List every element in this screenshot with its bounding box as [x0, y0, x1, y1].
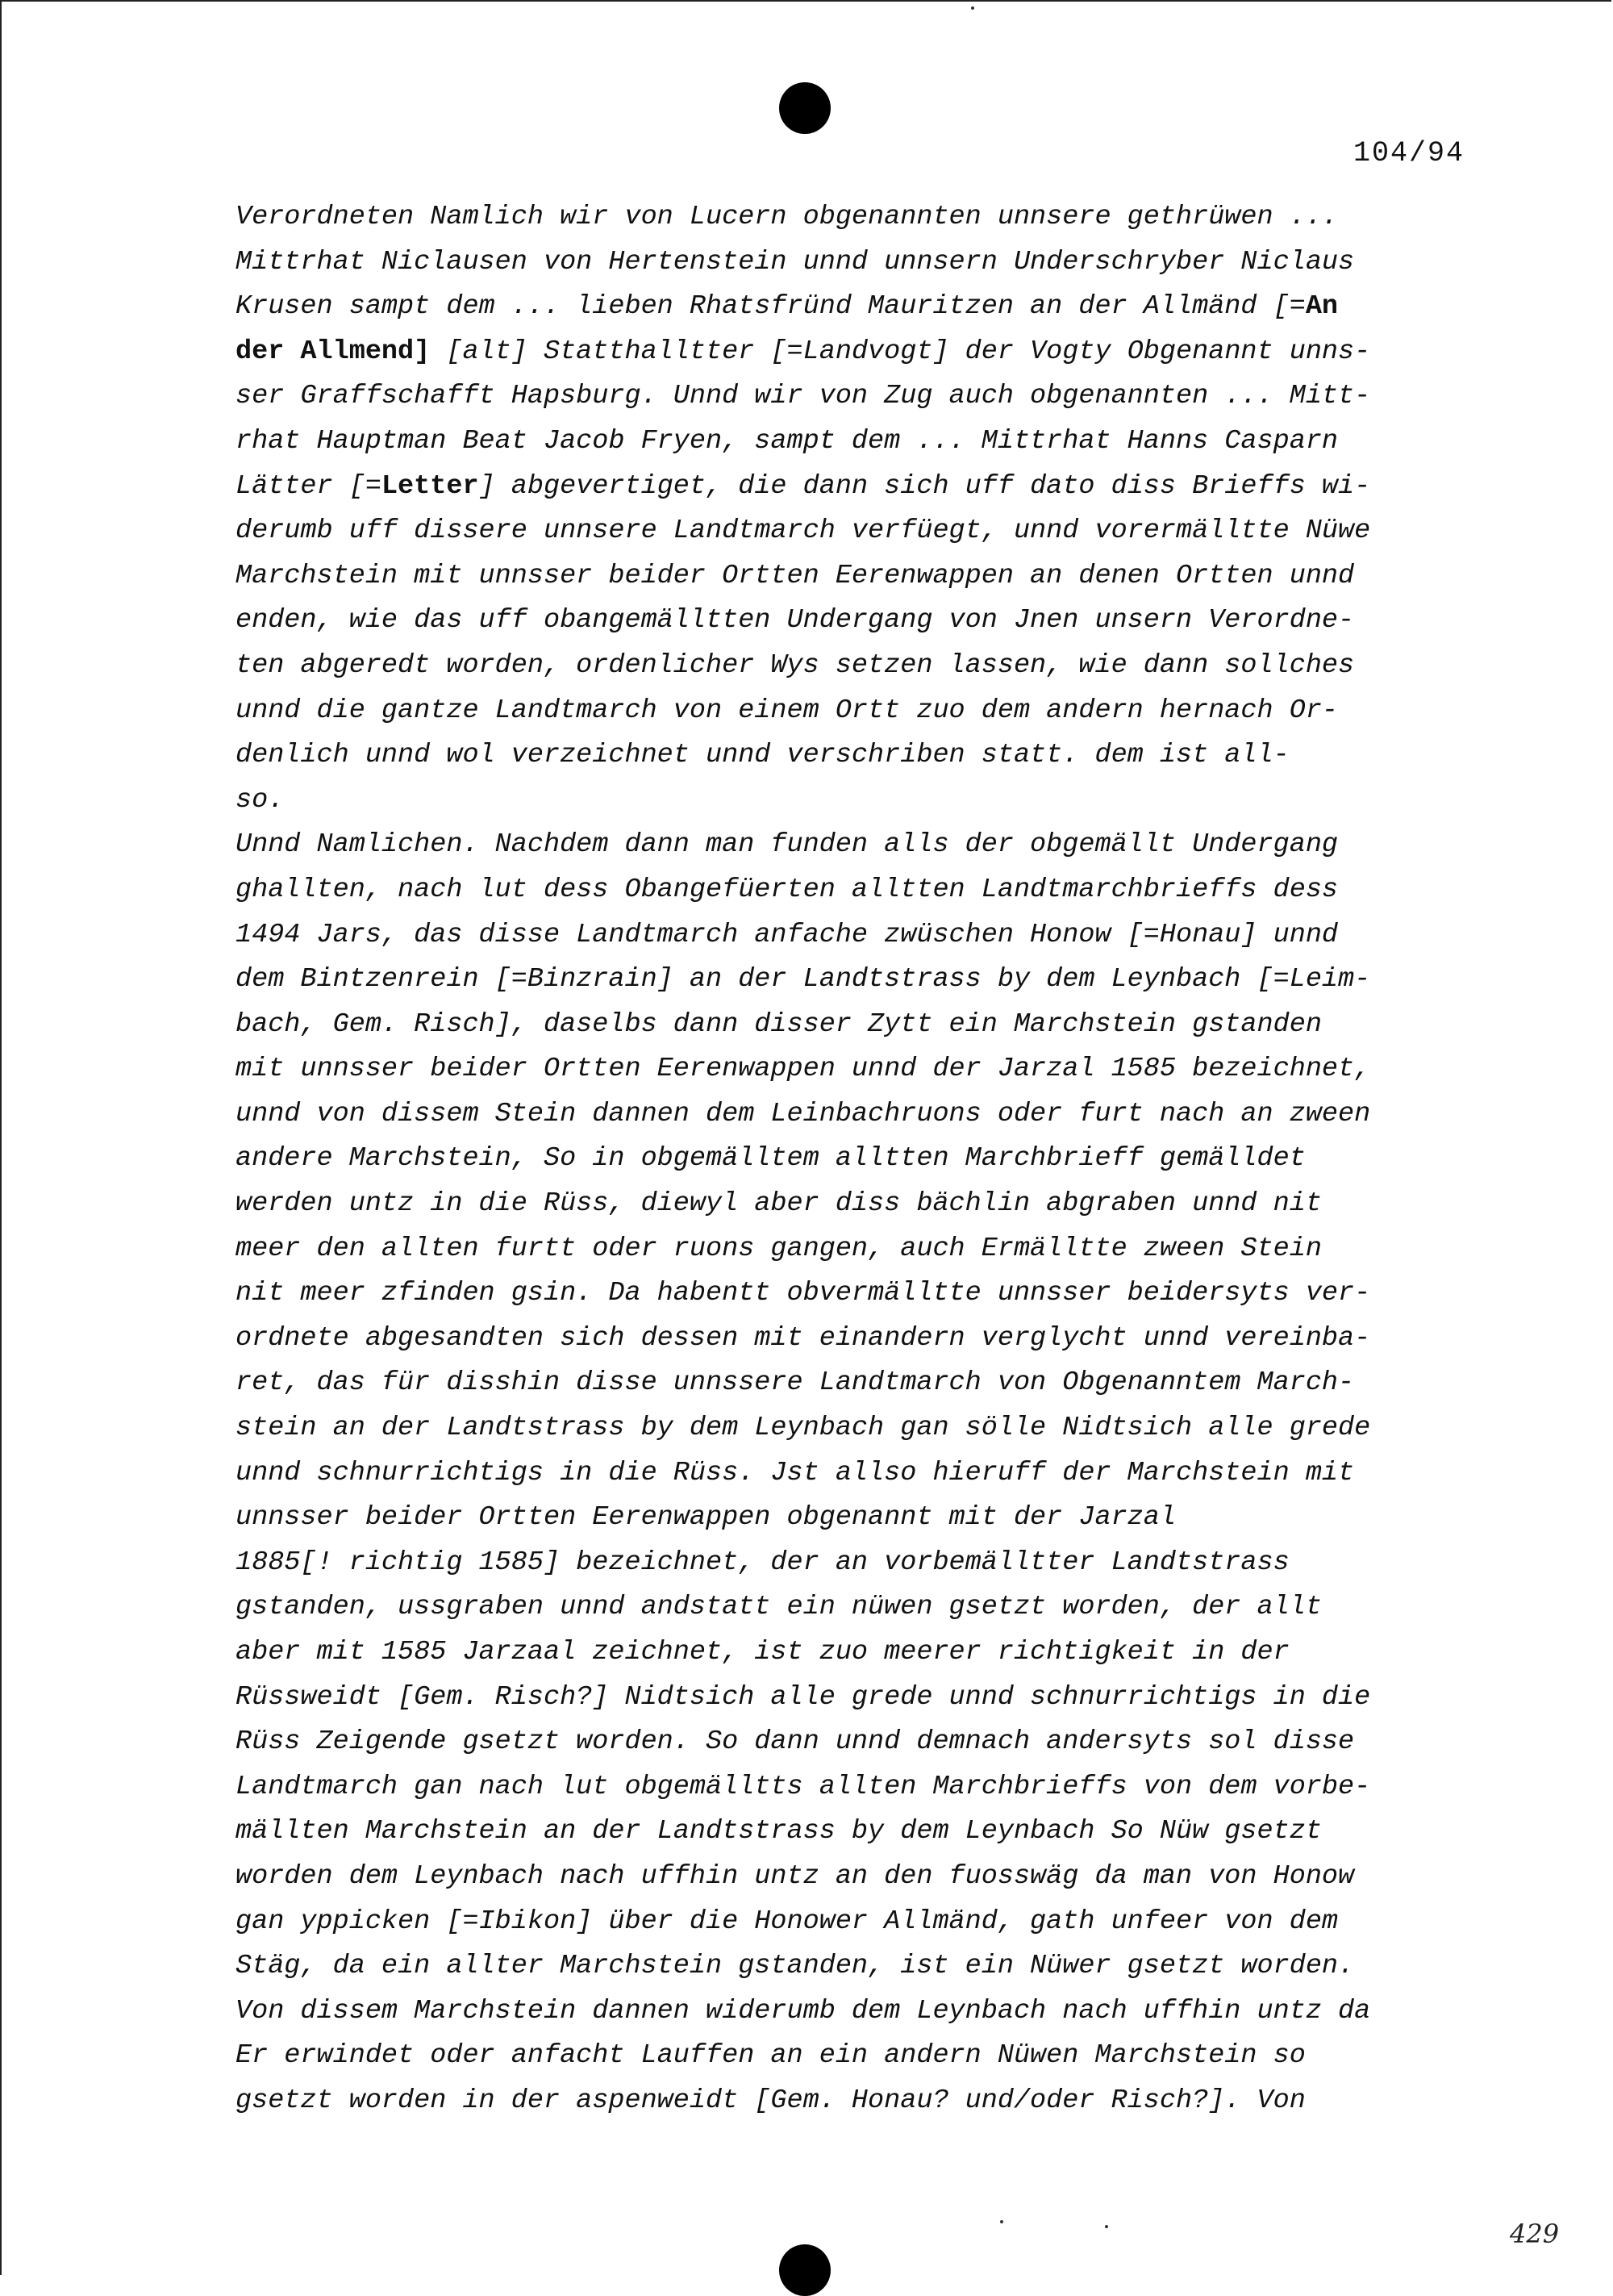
- text-line: 1494 Jars, das disse Landtmarch anfache zwüschen Honow [=Honau] unnd: [235, 919, 1339, 950]
- text-line: [235, 330, 1478, 375]
- text-line: Unnd Namlichen. Nachdem dann man funden alls der obgemällt Undergang: [235, 829, 1339, 861]
- text-line: meer den allten furtt oder ruons gangen, auch Ermälltte zween Stein: [235, 1233, 1322, 1264]
- text-line: worden dem Leynbach nach uffhin untz an den fuosswäg da man von Honow: [235, 1860, 1355, 1892]
- text-line: enden, wie das uff obangemälltten Undergang von Jnen unsern Verordne-: [235, 605, 1355, 637]
- scan-speck: [1105, 2225, 1108, 2228]
- bold-term: Letter: [381, 470, 479, 502]
- punch-hole-top: [779, 82, 831, 134]
- text-segment: ] abgevertiget, die dann sich uff dato diss Brieffs wi-: [478, 470, 1371, 502]
- text-line: [235, 285, 1478, 330]
- punch-hole-bottom: [779, 2244, 831, 2296]
- text-line: denlich unnd wol verzeichnet unnd verschriben statt. dem ist all-: [235, 740, 1290, 771]
- text-line: aber mit 1585 Jarzaal zeichnet, ist zuo meerer richtigkeit in der: [235, 1637, 1290, 1668]
- archive-folio-mark: 429: [1510, 2219, 1560, 2249]
- text-line: bach, Gem. Risch], daselbs dann disser Zytt ein Marchstein gstanden: [235, 1008, 1322, 1040]
- text-line: Stäg, da ein allter Marchstein gstanden, ist ein Nüwer gsetzt worden.: [235, 1951, 1355, 1982]
- text-line: mit unnsser beider Ortten Eerenwappen unnd der Jarzal 1585 bezeichnet,: [235, 1054, 1371, 1085]
- bold-term: der Allmend]: [235, 336, 431, 367]
- bold-term: An: [1305, 291, 1339, 323]
- text-line: Von dissem Marchstein dannen widerumb dem Leynbach nach uffhin untz da: [235, 1995, 1371, 2027]
- text-line: dem Bintzenrein [=Binzrain] an der Landtstrass by dem Leynbach [=Leim-: [235, 964, 1371, 996]
- scan-speck: [971, 6, 974, 10]
- text-line: unnd schnurrichtigs in die Rüss. Jst allso hieruff der Marchstein mit: [235, 1457, 1355, 1488]
- text-line: gstanden, ussgraben unnd andstatt ein nüwen gsetzt worden, der allt: [235, 1592, 1322, 1623]
- text-line: ghallten, nach lut dess Obangefüerten alltten Landtmarchbrieffs dess: [235, 874, 1339, 905]
- text-line: nit meer zfinden gsin. Da habentt obvermälltte unnsser beidersyts ver-: [235, 1278, 1371, 1309]
- page-number: 104/94: [1353, 137, 1465, 169]
- text-line: ret, das für disshin disse unnssere Landtmarch von Obgenanntem March-: [235, 1367, 1355, 1399]
- text-line: ordnete abgesandten sich dessen mit einandern verglycht unnd vereinba-: [235, 1322, 1371, 1354]
- text-line: stein an der Landtstrass by dem Leynbach gan sölle Nidtsich alle grede: [235, 1413, 1371, 1444]
- text-line: Rüssweidt [Gem. Risch?] Nidtsich alle grede unnd schnurrichtigs in die: [235, 1681, 1371, 1713]
- text-line: Er erwindet oder anfacht Lauffen an ein andern Nüwen Marchstein so: [235, 2040, 1306, 2072]
- text-line: Mittrhat Niclausen von Hertenstein unnd unnsern Underschryber Niclaus: [235, 246, 1355, 278]
- text-segment: Krusen sampt dem ... lieben Rhatsfründ Mauritzen an der Allmänd [=: [235, 291, 1306, 323]
- text-line: werden untz in die Rüss, diewyl aber diss bächlin abgraben unnd nit: [235, 1188, 1322, 1220]
- text-line: ser Graffschafft Hapsburg. Unnd wir von Zug auch obgenannten ... Mitt-: [235, 381, 1371, 412]
- text-line: Verordneten Namlich wir von Lucern obgenannten unnsere gethrüwen ...: [235, 202, 1339, 232]
- document-body: [235, 195, 1478, 2169]
- text-line: [235, 2124, 1478, 2169]
- text-line: derumb uff dissere unnsere Landtmarch verfüegt, unnd vorermälltte Nüwe: [235, 516, 1371, 547]
- text-line: so.: [235, 784, 285, 816]
- text-line: unnsser beider Ortten Eerenwappen obgenannt mit der Jarzal: [235, 1502, 1176, 1534]
- text-line: unnd von dissem Stein dannen dem Leinbachruons oder furt nach an zween: [235, 1098, 1371, 1129]
- text-segment: [alt] Statthalltter [=Landvogt] der Vogty Obgenannt unns-: [446, 336, 1371, 367]
- text-line: ten abgeredt worden, ordenlicher Wys setzen lassen, wie dann sollches: [235, 649, 1355, 681]
- text-line: [235, 465, 1478, 510]
- text-line: Marchstein mit unnsser beider Ortten Eerenwappen an denen Ortten unnd: [235, 560, 1355, 591]
- text-line: Landtmarch gan nach lut obgemälltts allten Marchbrieffs von dem vorbe-: [235, 1771, 1371, 1802]
- text-line: Rüss Zeigende gsetzt worden. So dann unnd demnach andersyts sol disse: [235, 1726, 1355, 1758]
- text-line: 1885[! richtig 1585] bezeichnet, der an vorbemälltter Landtstrass: [235, 1547, 1290, 1578]
- text-segment: Lätter [=: [235, 470, 381, 502]
- text-line: andere Marchstein, So in obgemälltem alltten Marchbrieff gemälldet: [235, 1143, 1306, 1175]
- text-line: gsetzt worden in der aspenweidt [Gem. Honau? und/oder Risch?]. Von: [235, 2085, 1306, 2116]
- text-line: rhat Hauptman Beat Jacob Fryen, sampt dem ... Mittrhat Hanns Casparn: [235, 425, 1339, 457]
- scan-speck: [1000, 2220, 1003, 2223]
- text-line: unnd die gantze Landtmarch von einem Ortt zuo dem andern hernach Or-: [235, 695, 1339, 726]
- text-line: mällten Marchstein an der Landtstrass by dem Leynbach So Nüw gsetzt: [235, 1816, 1322, 1847]
- text-line: gan yppicken [=Ibikon] über die Honower Allmänd, gath unfeer von dem: [235, 1906, 1339, 1937]
